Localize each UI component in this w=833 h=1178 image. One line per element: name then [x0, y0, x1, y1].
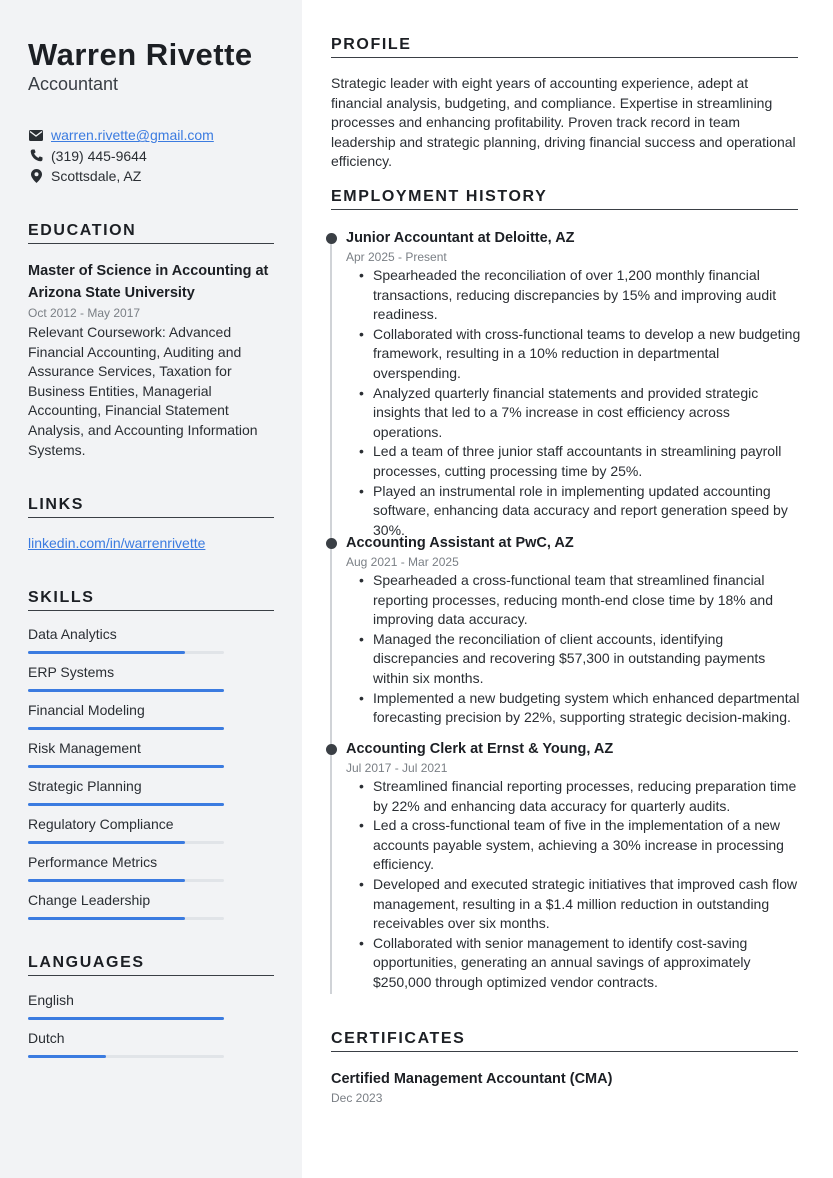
education-description: Relevant Coursework: Advanced Financial Accounting, Auditing and Assurance Services, Taxation for Business Entities, Managerial Accounting, Financial Statement Analysis, and Accounting Information Systems.: [28, 324, 258, 458]
skill-label: Financial Modeling: [28, 702, 145, 718]
job-bullet: • Collaborated with cross-functional teams to develop a new budgeting framework, resulting in a 10% reduction in departmental overspending.: [373, 325, 801, 384]
envelope-icon: [28, 128, 44, 142]
skill-level-track: [28, 1017, 224, 1020]
skill-label: English: [28, 992, 74, 1008]
skill-label: Strategic Planning: [28, 778, 142, 794]
skill-level-track: [28, 803, 224, 806]
skill-level-fill: [28, 803, 224, 806]
skill-item: [28, 625, 224, 654]
skill-item: [28, 1029, 224, 1058]
job-entry: [331, 228, 801, 540]
job-bullets: [373, 777, 801, 993]
location-text: Scottsdale, AZ: [51, 168, 142, 185]
certificate-title: Certified Management Accountant (CMA): [331, 1071, 613, 1087]
timeline-dot: [326, 744, 337, 755]
skill-label: Regulatory Compliance: [28, 816, 174, 832]
contact-email: [28, 125, 274, 146]
skill-label: Data Analytics: [28, 626, 117, 642]
job-bullets: [373, 266, 801, 540]
candidate-name: Warren Rivette: [28, 37, 253, 72]
skill-label: Risk Management: [28, 740, 141, 756]
job-bullets: [373, 571, 801, 728]
job-bullet: • Managed the reconciliation of client accounts, identifying discrepancies and recovering $57,300 in outstanding payments within six months.: [373, 630, 801, 689]
certificate-entry: [331, 1069, 612, 1107]
skill-label: Performance Metrics: [28, 854, 158, 870]
phone-icon: [28, 149, 44, 163]
skill-level-track: [28, 879, 224, 882]
job-bullet: • Led a cross-functional team of five in the implementation of a new accounts payable system, achieving a 30% increase in processing efficiency.: [373, 816, 801, 875]
skill-item: [28, 815, 224, 844]
skill-level-track: [28, 841, 224, 844]
skill-level-fill: [28, 917, 185, 920]
skill-level-fill: [28, 1017, 224, 1020]
contact-list: [28, 125, 274, 187]
certificates-heading: CERTIFICATES: [331, 1030, 798, 1052]
skill-item: [28, 991, 224, 1020]
job-bullet: • Spearheaded the reconciliation of over 1,200 monthly financial transactions, reducing discrepancies by 15% and improving audit readiness.: [373, 266, 801, 325]
email-link[interactable]: warren.rivette@gmail.com: [51, 127, 214, 144]
skill-level-fill: [28, 689, 224, 692]
map-pin-icon: [28, 169, 44, 183]
education-entry: [28, 260, 274, 460]
profile-summary: Strategic leader with eight years of accounting experience, adept at financial analysis, budgeting, and compliance. Expertise in streamlining processes and enhancing profitability. Proven track record in team leadership and strategic planning, driving financial success and operational efficiency.: [331, 75, 796, 170]
job-bullet: • Analyzed quarterly financial statements and provided strategic insights that led to a 7% increase in cost efficiency across operations.: [373, 384, 801, 443]
skill-item: [28, 853, 224, 882]
main-content: [302, 0, 833, 1178]
job-bullet: • Streamlined financial reporting processes, reducing preparation time by 22% and enhancing data accuracy for quarterly audits.: [373, 777, 801, 816]
skill-level-track: [28, 765, 224, 768]
skill-item: [28, 701, 224, 730]
job-bullet: • Collaborated with senior management to identify cost-saving opportunities, generating an annual savings of approximately $250,000 through optimized vendor contracts.: [373, 934, 801, 993]
job-bullet: • Implemented a new budgeting system which enhanced departmental forecasting precision by 22%, supporting strategic decision-making.: [373, 689, 801, 728]
skill-label: ERP Systems: [28, 664, 115, 680]
timeline-dot: [326, 233, 337, 244]
candidate-title: Accountant: [28, 74, 119, 94]
skill-level-track: [28, 689, 224, 692]
job-bullet: • Led a team of three junior staff accountants in streamlining payroll processes, cutting processing time by 25%.: [373, 442, 801, 481]
certificate-date: Dec 2023: [331, 1091, 383, 1105]
skill-level-fill: [28, 841, 185, 844]
skill-level-fill: [28, 765, 224, 768]
job-entry: [331, 739, 801, 993]
job-bullet: • Played an instrumental role in implementing updated accounting software, enhancing data accuracy and report generation speed by 30%.: [373, 482, 801, 541]
contact-phone: [28, 146, 274, 167]
languages-heading: LANGUAGES: [28, 954, 274, 976]
skill-level-fill: [28, 651, 185, 654]
links-heading: LINKS: [28, 496, 274, 518]
skill-level-fill: [28, 727, 224, 730]
job-title: Junior Accountant at Deloitte, AZ: [346, 230, 575, 246]
job-title: Accounting Clerk at Ernst & Young, AZ: [346, 741, 614, 757]
job-dates: Apr 2025 - Present: [346, 250, 447, 264]
profile-heading: PROFILE: [331, 36, 798, 58]
contact-location: [28, 166, 274, 187]
skill-level-track: [28, 651, 224, 654]
skill-item: [28, 891, 224, 920]
sidebar: [0, 0, 302, 1178]
skill-level-track: [28, 1055, 224, 1058]
skill-label: Change Leadership: [28, 892, 151, 908]
phone-number: (319) 445-9644: [51, 147, 147, 164]
education-dates: Oct 2012 - May 2017: [28, 306, 141, 320]
skill-item: [28, 663, 224, 692]
timeline-dot: [326, 538, 337, 549]
skill-label: Dutch: [28, 1030, 65, 1046]
skill-item: [28, 739, 224, 768]
job-bullet: • Spearheaded a cross-functional team that streamlined financial reporting processes, reducing month-end close time by 18% and improving data accuracy.: [373, 571, 801, 630]
skill-level-track: [28, 727, 224, 730]
linkedin-link[interactable]: linkedin.com/in/warrenrivette: [28, 535, 206, 551]
skill-level-fill: [28, 879, 185, 882]
job-dates: Jul 2017 - Jul 2021: [346, 761, 448, 775]
education-degree: Master of Science in Accounting at Arizona State University: [28, 263, 269, 301]
job-entry: [331, 533, 801, 728]
education-heading: EDUCATION: [28, 222, 274, 244]
skill-level-track: [28, 917, 224, 920]
job-dates: Aug 2021 - Mar 2025: [346, 555, 459, 569]
links-list: [28, 535, 205, 551]
job-bullet: • Developed and executed strategic initiatives that improved cash flow management, resulting in a $1.4 million reduction in outstanding receivables over six months.: [373, 875, 801, 934]
skill-item: [28, 777, 224, 806]
employment-heading: EMPLOYMENT HISTORY: [331, 188, 798, 210]
skill-level-fill: [28, 1055, 106, 1058]
job-title: Accounting Assistant at PwC, AZ: [346, 535, 574, 551]
skills-heading: SKILLS: [28, 589, 274, 611]
